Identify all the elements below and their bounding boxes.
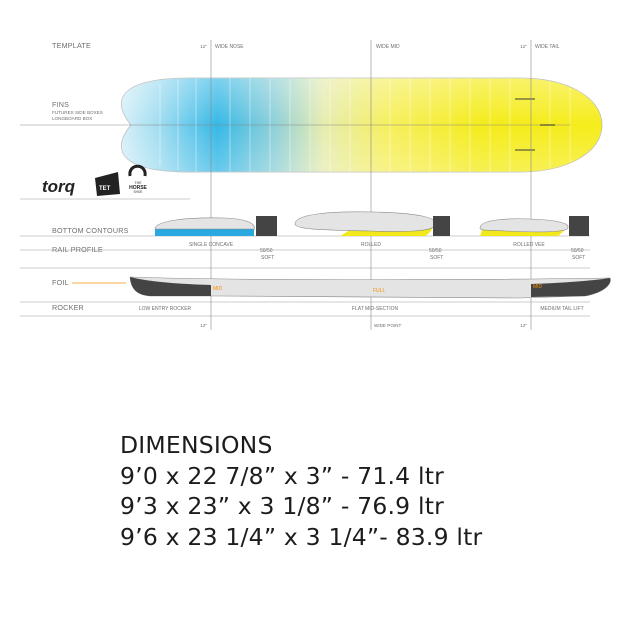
foil-label-tail: MID bbox=[533, 284, 543, 290]
contour-rolled-vee bbox=[480, 216, 589, 236]
contour-label-single-concave: SINGLE CONCAVE bbox=[188, 242, 234, 248]
wide-nose-label: WIDE NOSE bbox=[215, 44, 244, 50]
nose-offset-label: 12" bbox=[200, 44, 207, 49]
row-label-template: TEMPLATE bbox=[52, 41, 92, 50]
contour-rolled bbox=[295, 212, 450, 236]
rail-label-3-edge: SOFT bbox=[572, 255, 586, 261]
foil-label-mid: FULL bbox=[373, 288, 386, 294]
rocker-label-tail: MEDIUM TAIL LIFT bbox=[540, 306, 584, 312]
rail-label-1-edge: SOFT bbox=[261, 255, 275, 261]
wide-tail-label: WIDE TAIL bbox=[535, 44, 560, 50]
dimension-line-9-0: 9’0 x 22 7/8” x 3” - 71.4 ltr bbox=[120, 461, 444, 490]
row-label-rail-profile: RAIL PROFILE bbox=[52, 245, 103, 254]
foil-label-nose: MID bbox=[213, 286, 223, 292]
row-label-fins: FINS bbox=[52, 100, 70, 109]
rail-label-1-shape: 50/50 bbox=[260, 248, 273, 254]
contour-label-rolled: ROLLED bbox=[360, 242, 382, 248]
row-label-bottom-contours: BOTTOM CONTOURS bbox=[52, 226, 129, 235]
rocker-label-mid: FLAT MID-SECTION bbox=[351, 306, 399, 312]
dimensions-block bbox=[120, 430, 620, 552]
tet-logo bbox=[95, 172, 120, 196]
contour-single-concave bbox=[155, 216, 277, 236]
contour-label-rolled-vee: ROLLED VEE bbox=[513, 242, 545, 248]
dimension-line-9-6: 9’6 x 23 1/4” x 3 1/4”- 83.9 ltr bbox=[120, 522, 483, 551]
svg-text:THE: THE bbox=[134, 181, 142, 185]
tail-offset-label: 12" bbox=[520, 44, 527, 49]
svg-text:TET: TET bbox=[99, 186, 111, 192]
torq-logo bbox=[42, 177, 76, 196]
svg-text:torq: torq bbox=[42, 177, 76, 196]
dimension-line-9-3: 9’3 x 23” x 3 1/8” - 76.9 ltr bbox=[120, 492, 444, 520]
wide-mid-label: WIDE MID bbox=[376, 44, 400, 50]
nose-offset-label-bottom: 12" bbox=[200, 323, 207, 328]
rail-label-3-shape: 50/50 bbox=[571, 248, 584, 254]
horseshoe-logo bbox=[129, 166, 147, 194]
fins-sub-label-side: FUTURES SIDE BOXES bbox=[52, 110, 103, 115]
row-label-rocker: ROCKER bbox=[52, 303, 84, 312]
surfboard-template bbox=[20, 78, 602, 172]
rail-label-2-edge: SOFT bbox=[430, 255, 444, 261]
rocker-label-entry: LOW ENTRY ROCKER bbox=[138, 306, 192, 312]
svg-text:HORSE: HORSE bbox=[129, 185, 147, 191]
row-label-foil: FOIL bbox=[52, 278, 69, 287]
fins-sub-label-box: LONGBOARD BOX bbox=[52, 116, 93, 121]
rail-label-2-shape: 50/50 bbox=[429, 248, 442, 254]
svg-text:SHOE: SHOE bbox=[133, 190, 143, 194]
dimensions-heading: DIMENSIONS bbox=[120, 431, 273, 459]
wide-point-label: WIDE POINT bbox=[374, 323, 402, 328]
tail-offset-label-bottom: 12" bbox=[520, 323, 527, 328]
